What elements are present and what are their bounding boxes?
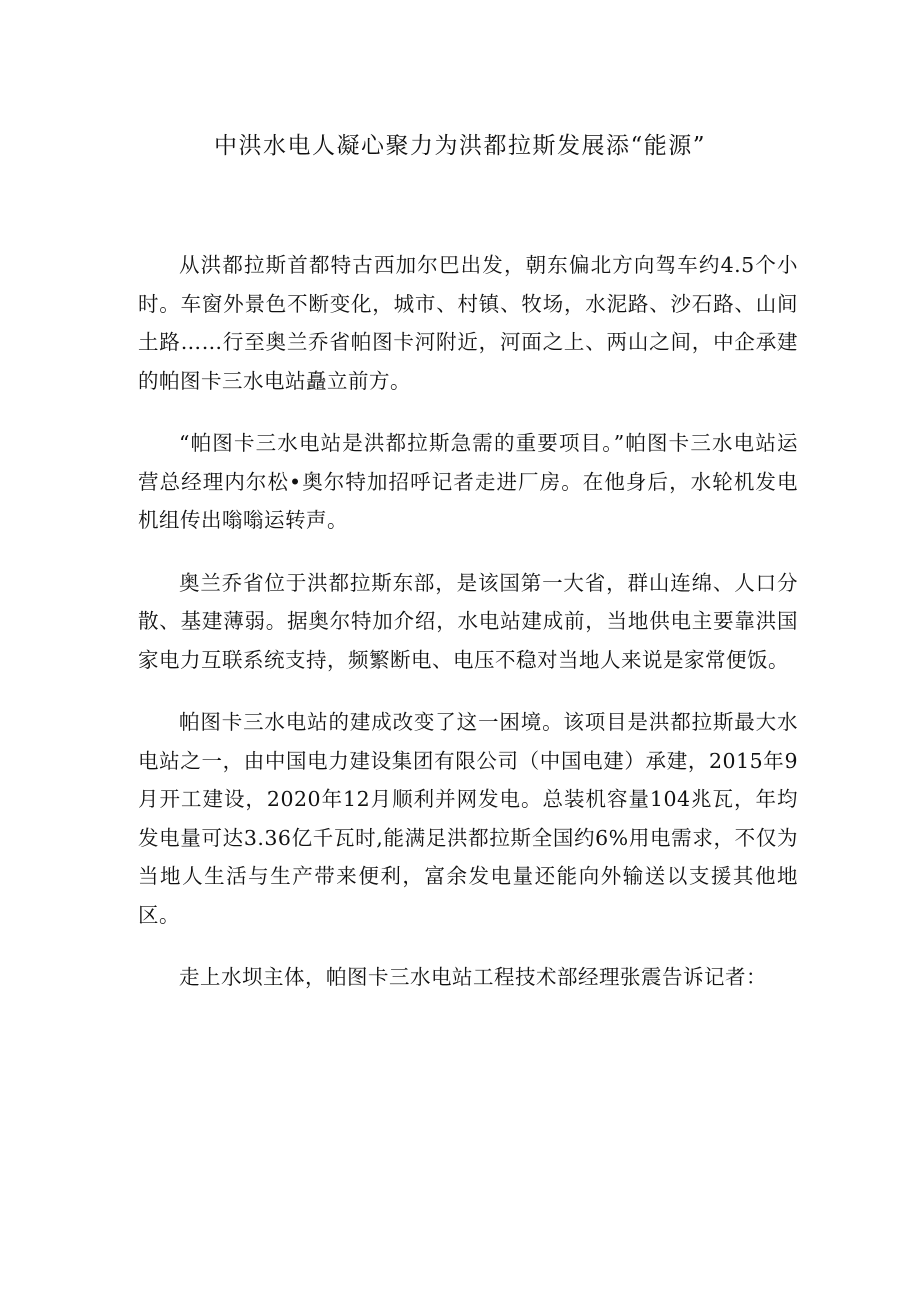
document-title: 中洪水电人凝心聚力为洪都拉斯发展添“能源” bbox=[213, 133, 707, 159]
paragraph-2: “帕图卡三水电站是洪都拉斯急需的重要项目。”帕图卡三水电站运营总经理内尔松•奥尔特加招呼记者走进厂房。在他身后，水轮机发电机组传出嗡嗡运转声。 bbox=[138, 431, 798, 532]
paragraph-1: 从洪都拉斯首都特古西加尔巴出发，朝东偏北方向驾车约4.5个小时。车窗外景色不断变化，城市、村镇、牧场，水泥路、沙石路、山间土路……行至奥兰乔省帕图卡河附近，河面之上、两山之间，中企承建的帕图卡三水电站矗立前方。 bbox=[138, 253, 798, 393]
paragraph-3: 奥兰乔省位于洪都拉斯东部，是该国第一大省，群山连绵、人口分散、基建薄弱。据奥尔特加介绍，水电站建成前，当地供电主要靠洪国家电力互联系统支持，频繁断电、电压不稳对当地人来说是家常便饭。 bbox=[138, 570, 798, 672]
paragraph-5: 走上水坝主体，帕图卡三水电站工程技术部经理张震告诉记者： bbox=[179, 965, 767, 989]
paragraph-4: 帕图卡三水电站的建成改变了这一困境。该项目是洪都拉斯最大水电站之一，由中国电力建设集团有限公司（中国电建）承建，2015年9月开工建设，2020年12月顺利并网发电。总装机容量104兆瓦，年均发电量可达3.36亿千瓦时,能满足洪都拉斯全国约6%用电需求，不仅为当地人生活与生产带来便利，富余发电量还能向外输送以支援其他地区。 bbox=[138, 710, 798, 927]
document-body bbox=[138, 246, 798, 1021]
